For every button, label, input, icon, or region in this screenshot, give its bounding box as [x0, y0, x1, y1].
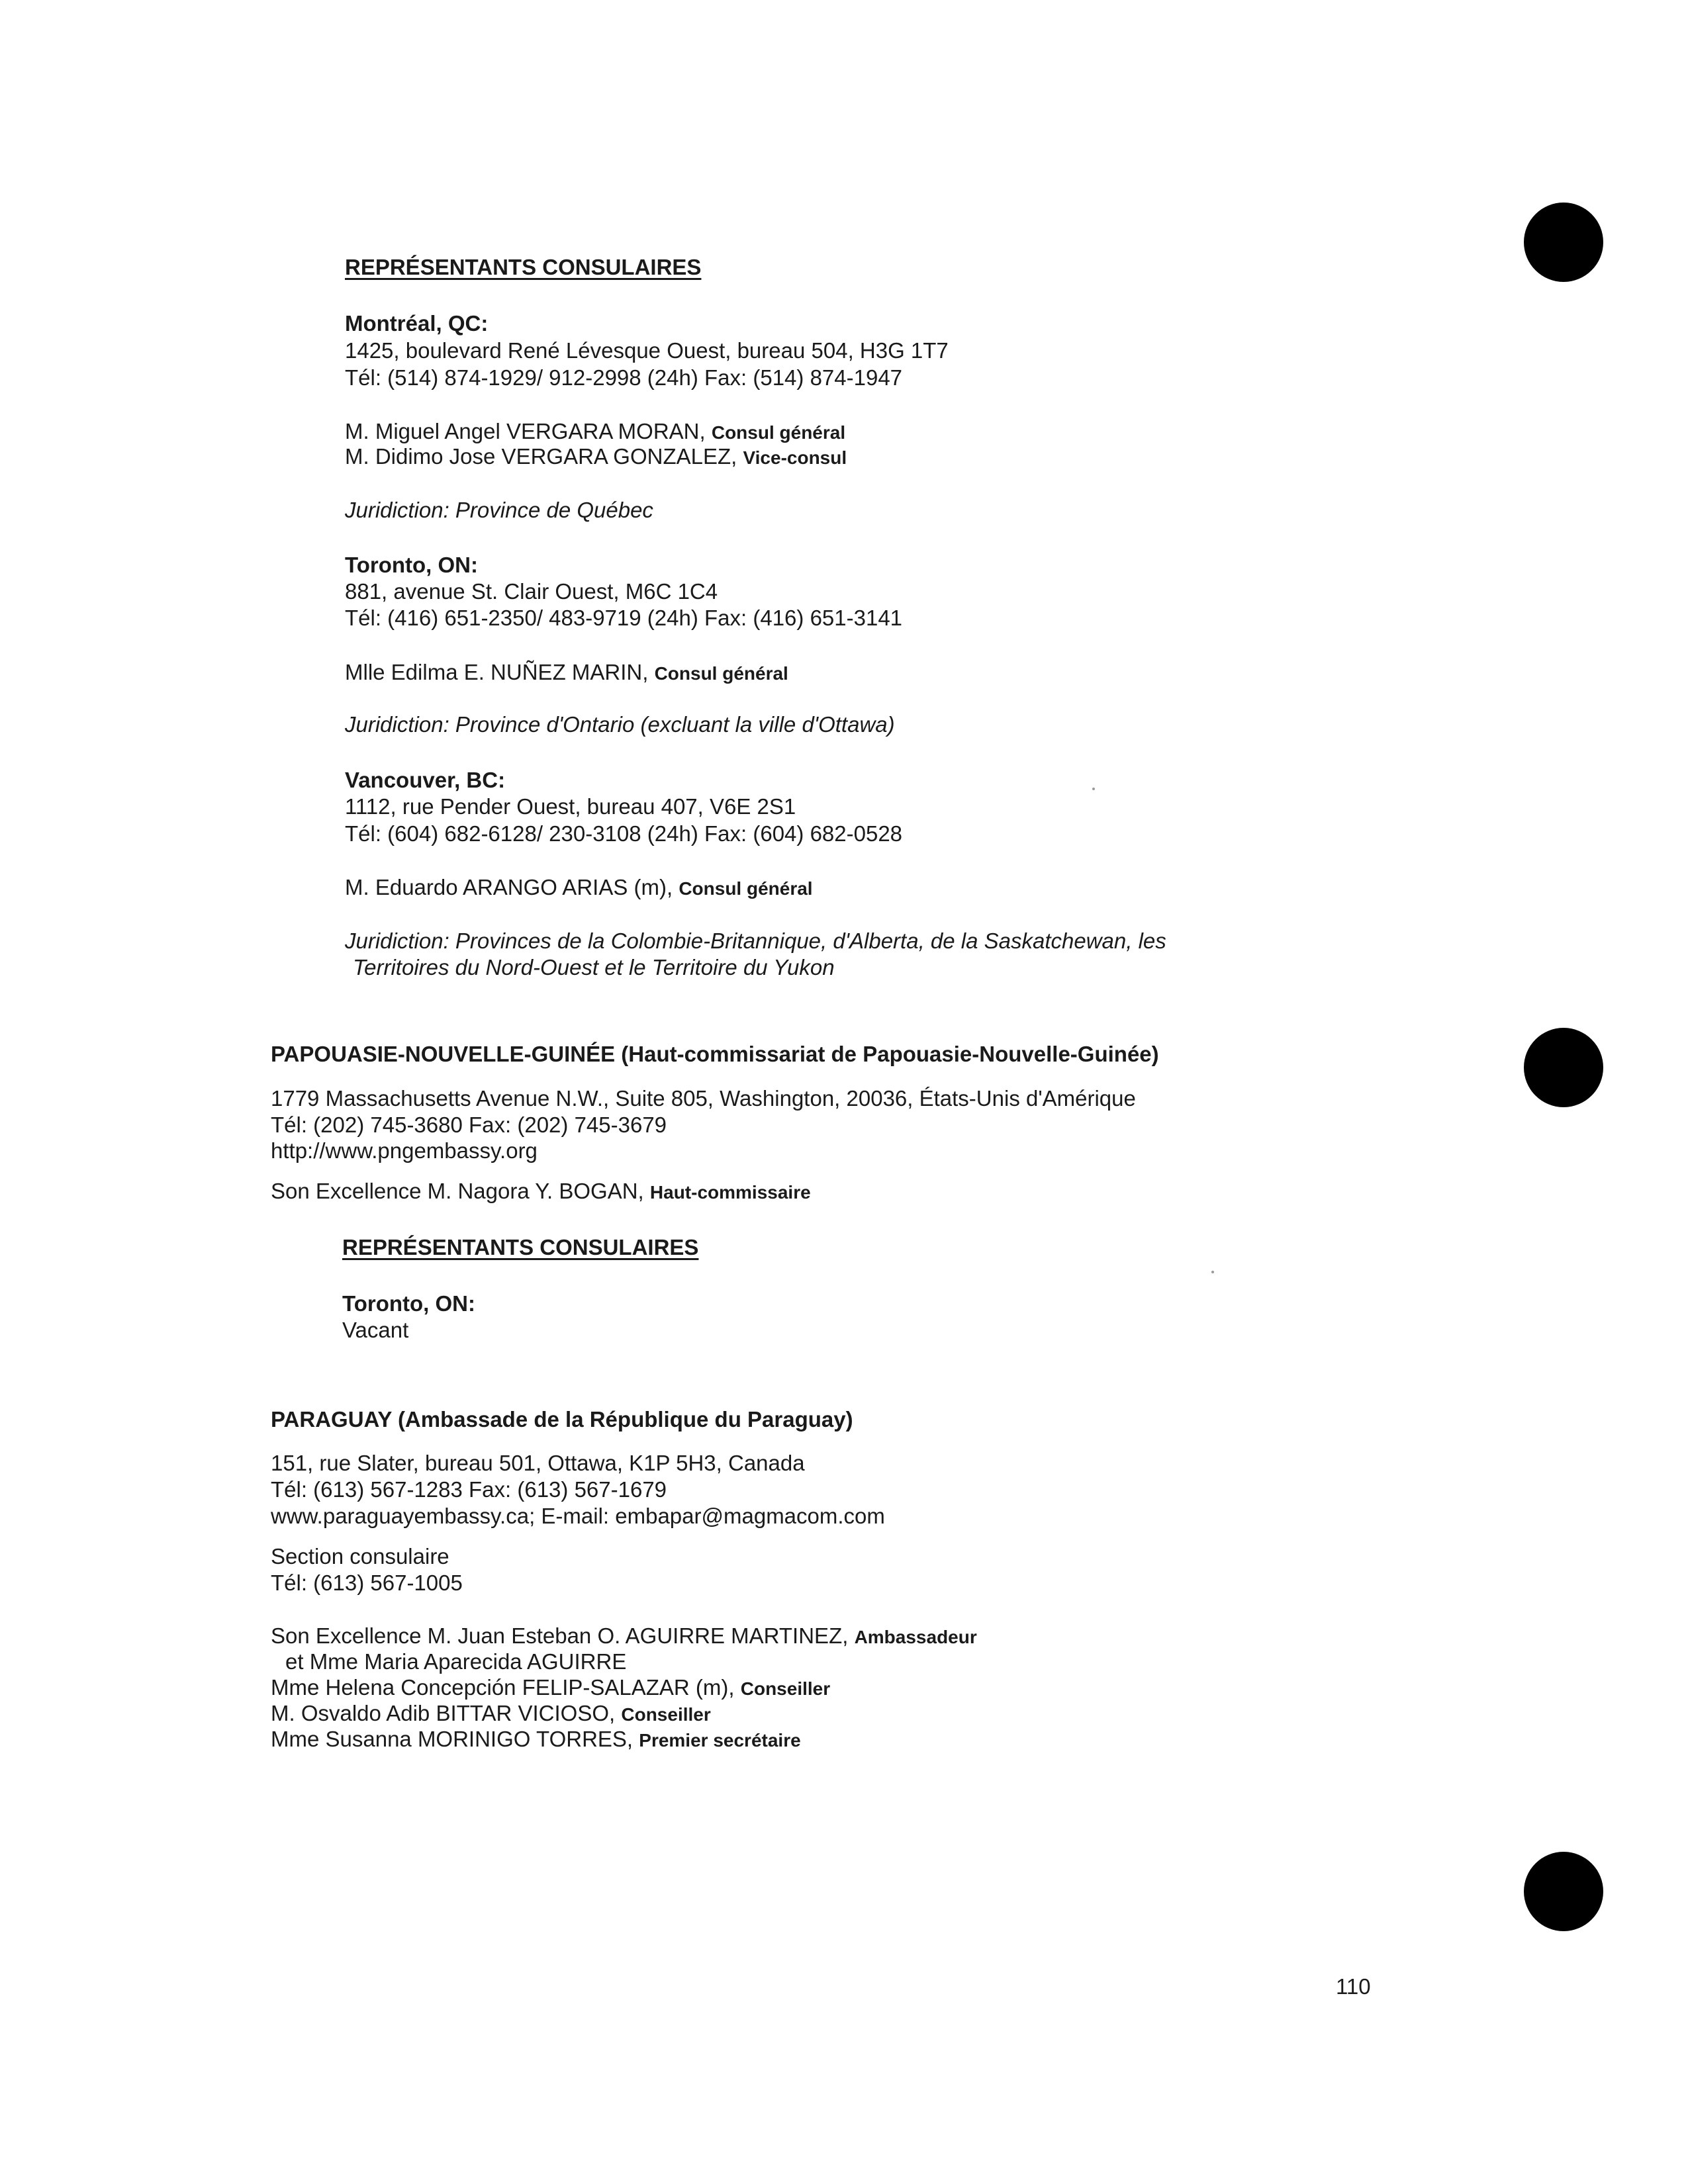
- png-address: 1779 Massachusetts Avenue N.W., Suite 805, Washington, 20036, États-Unis d'Amérique: [271, 1086, 1136, 1111]
- montreal-person-2: [345, 443, 847, 471]
- person-name: Mlle Edilma E. NUÑEZ MARIN,: [345, 660, 655, 684]
- person-name: Mme Helena Concepción FELIP-SALAZAR (m),: [271, 1675, 741, 1700]
- montreal-address: 1425, boulevard René Lévesque Ouest, bureau 504, H3G 1T7: [345, 338, 949, 363]
- toronto-jurisdiction: Juridiction: Province d'Ontario (excluant la ville d'Ottawa): [345, 712, 895, 737]
- vancouver-address: 1112, rue Pender Ouest, bureau 407, V6E 2S1: [345, 794, 796, 819]
- page-number: 110: [1336, 1974, 1371, 1999]
- person-name: M. Osvaldo Adib BITTAR VICIOSO,: [271, 1701, 622, 1725]
- paraguay-heading: PARAGUAY (Ambassade de la République du Paraguay): [271, 1407, 853, 1432]
- scan-speck: [1211, 1271, 1214, 1273]
- person-title: Vice-consul: [743, 447, 847, 468]
- png-heading: PAPOUASIE-NOUVELLE-GUINÉE (Haut-commissariat de Papouasie-Nouvelle-Guinée): [271, 1042, 1159, 1066]
- vancouver-jurisdiction-line-2: Territoires du Nord-Ouest et le Territoire du Yukon: [353, 955, 835, 979]
- vancouver-city: Vancouver, BC:: [345, 768, 506, 792]
- punch-hole-bottom: [1524, 1852, 1603, 1931]
- person-title: Consul général: [679, 878, 813, 899]
- paraguay-website-email: www.paraguayembassy.ca; E-mail: embapar@magmacom.com: [271, 1504, 885, 1528]
- montreal-jurisdiction: Juridiction: Province de Québec: [345, 498, 653, 522]
- person-name: Mme Susanna MORINIGO TORRES,: [271, 1727, 639, 1751]
- paraguay-ambassador-spouse: et Mme Maria Aparecida AGUIRRE: [285, 1649, 627, 1674]
- person-title: Conseiller: [621, 1704, 711, 1725]
- person-name: M. Didimo Jose VERGARA GONZALEZ,: [345, 444, 743, 469]
- person-title: Conseiller: [740, 1678, 831, 1699]
- vancouver-person-1: [345, 874, 813, 902]
- paraguay-person-4: [271, 1726, 801, 1754]
- person-title: Ambassadeur: [854, 1627, 977, 1647]
- section-heading-consular-representatives: REPRÉSENTANTS CONSULAIRES: [342, 1235, 699, 1259]
- paraguay-address: 151, rue Slater, bureau 501, Ottawa, K1P 5H3, Canada: [271, 1451, 805, 1475]
- person-title: Consul général: [711, 422, 846, 443]
- person-name: Son Excellence M. Nagora Y. BOGAN,: [271, 1179, 650, 1203]
- paraguay-consular-section: Section consulaire: [271, 1544, 449, 1569]
- vancouver-phone: Tél: (604) 682-6128/ 230-3108 (24h) Fax: (604) 682-0528: [345, 821, 903, 846]
- toronto-phone: Tél: (416) 651-2350/ 483-9719 (24h) Fax: (416) 651-3141: [345, 606, 903, 630]
- paraguay-ambassador: [271, 1623, 977, 1651]
- paraguay-phone: Tél: (613) 567-1283 Fax: (613) 567-1679: [271, 1477, 667, 1502]
- png-phone: Tél: (202) 745-3680 Fax: (202) 745-3679: [271, 1113, 667, 1137]
- scan-speck: [1092, 788, 1095, 790]
- toronto-address: 881, avenue St. Clair Ouest, M6C 1C4: [345, 579, 718, 604]
- png-toronto-status: Vacant: [342, 1318, 409, 1342]
- png-website: http://www.pngembassy.org: [271, 1138, 538, 1163]
- person-name: Son Excellence M. Juan Esteban O. AGUIRRE MARTINEZ,: [271, 1623, 855, 1648]
- toronto-person-1: [345, 659, 788, 687]
- png-toronto-city: Toronto, ON:: [342, 1291, 475, 1316]
- paraguay-consular-phone: Tél: (613) 567-1005: [271, 1570, 463, 1595]
- person-title: Haut-commissaire: [649, 1182, 811, 1203]
- toronto-city: Toronto, ON:: [345, 553, 478, 577]
- montreal-city: Montréal, QC:: [345, 311, 489, 336]
- person-title: Premier secrétaire: [639, 1730, 801, 1751]
- person-name: M. Miguel Angel VERGARA MORAN,: [345, 419, 712, 443]
- montreal-person-1: [345, 418, 845, 446]
- paraguay-person-2: [271, 1674, 830, 1702]
- paraguay-person-3: [271, 1700, 711, 1728]
- section-heading-consular-representatives: REPRÉSENTANTS CONSULAIRES: [345, 255, 702, 279]
- vancouver-jurisdiction-line-1: Juridiction: Provinces de la Colombie-Britannique, d'Alberta, de la Saskatchewan, les: [345, 929, 1166, 953]
- punch-hole-middle: [1524, 1028, 1603, 1107]
- montreal-phone: Tél: (514) 874-1929/ 912-2998 (24h) Fax: (514) 874-1947: [345, 365, 903, 390]
- png-head-of-mission: [271, 1178, 811, 1206]
- person-title: Consul général: [654, 663, 788, 684]
- punch-hole-top: [1524, 203, 1603, 282]
- person-name: M. Eduardo ARANGO ARIAS (m),: [345, 875, 679, 899]
